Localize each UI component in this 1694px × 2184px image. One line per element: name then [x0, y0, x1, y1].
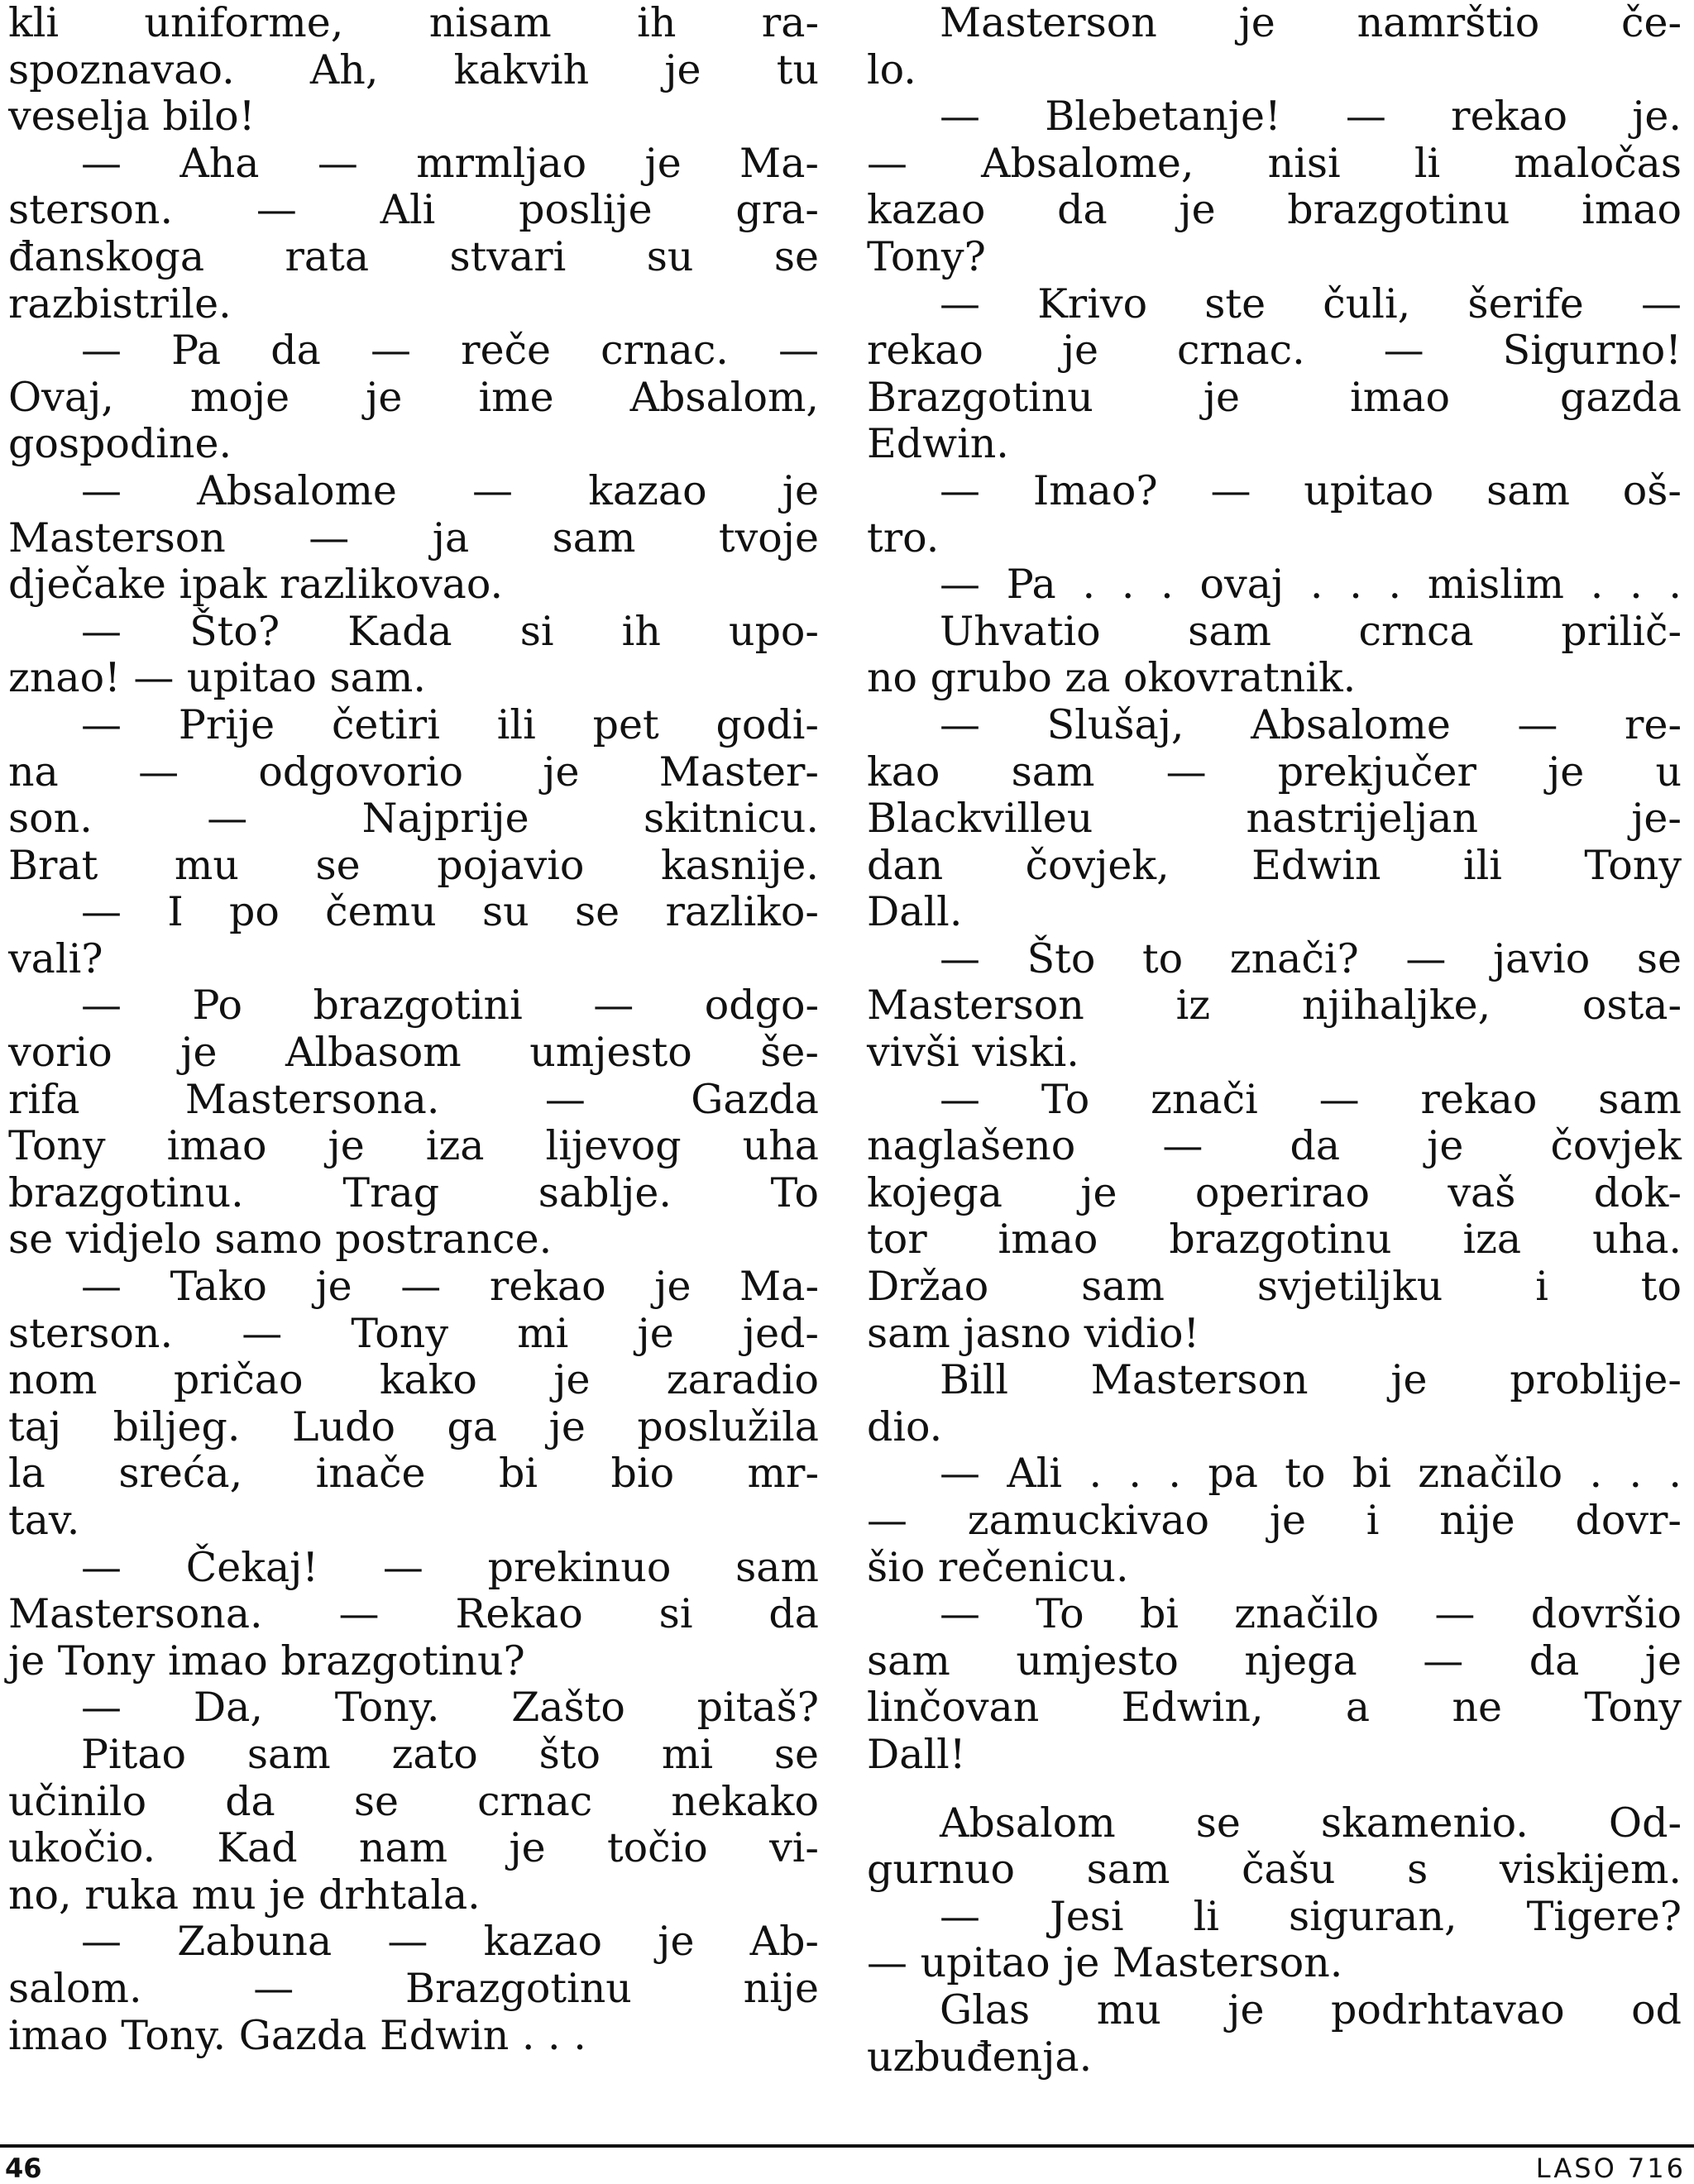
- text-line: Brat mu se pojavio kasnije.: [8, 841, 819, 889]
- text-line: dio.: [867, 1403, 943, 1450]
- text-line: — Da, Tony. Zašto pitaš?: [81, 1684, 819, 1732]
- text-line: znao! — upitao sam.: [8, 654, 426, 702]
- text-line: Dall.: [867, 888, 963, 936]
- text-line: la sreća, inače bi bio mr-: [8, 1450, 819, 1498]
- text-line: — Prije četiri ili pet godi-: [81, 700, 819, 748]
- text-line: učinilo da se crnac nekako: [8, 1777, 819, 1825]
- text-line: veselja bilo!: [8, 93, 256, 141]
- text-line: uzbuđenja.: [867, 2033, 1093, 2081]
- text-line: — Jesi li siguran, Tigere?: [940, 1892, 1682, 1940]
- text-line: sterson. — Tony mi je jed-: [8, 1309, 819, 1357]
- text-line: — To bi značilo — dovršio: [940, 1590, 1682, 1638]
- text-line: — Po brazgotini — odgo-: [81, 982, 819, 1030]
- text-line: kao sam — prekjučer je u: [867, 748, 1682, 796]
- text-line: — Absalome, nisi li maločas: [867, 139, 1682, 187]
- text-line: razbistrile.: [8, 280, 232, 327]
- text-line: kazao da je brazgotinu imao: [867, 186, 1682, 234]
- text-line: se vidjelo samo postrance.: [8, 1216, 553, 1264]
- text-line: lo.: [867, 45, 916, 93]
- text-line: ukočio. Kad nam je točio vi-: [8, 1824, 819, 1872]
- text-line: — Što to znači? — javio se: [940, 934, 1682, 982]
- text-line: Dall!: [867, 1730, 966, 1778]
- text-line: Absalom se skamenio. Od-: [940, 1799, 1682, 1847]
- text-line: kli uniforme, nisam ih ra-: [8, 0, 819, 46]
- text-line: — Zabuna — kazao je Ab-: [81, 1918, 819, 1966]
- text-line: son. — Najprije skitnicu.: [8, 795, 819, 843]
- text-line: vivši viski.: [867, 1029, 1079, 1077]
- text-line: nom pričao kako je zaradio: [8, 1356, 819, 1404]
- text-line: Masterson je namrštio če-: [940, 0, 1682, 46]
- text-line: Edwin.: [867, 420, 1009, 468]
- text-line: tor imao brazgotinu iza uha.: [867, 1216, 1682, 1264]
- text-line: Uhvatio sam crnca prilič-: [940, 607, 1682, 655]
- text-line: Ovaj, moje je ime Absalom,: [8, 373, 819, 421]
- text-line: tro.: [867, 514, 940, 562]
- text-line: je Tony imao brazgotinu?: [8, 1637, 525, 1685]
- text-line: na — odgovorio je Master-: [8, 748, 819, 796]
- text-line: brazgotinu. Trag sablje. To: [8, 1168, 819, 1216]
- text-line: dan čovjek, Edwin ili Tony: [867, 841, 1682, 889]
- text-line: rekao je crnac. — Sigurno!: [867, 327, 1682, 375]
- text-line: đanskoga rata stvari su se: [8, 232, 819, 280]
- text-line: — Slušaj, Absalome — re-: [940, 700, 1682, 748]
- text-line: Masterson — ja sam tvoje: [8, 514, 819, 562]
- text-line: — Tako je — rekao je Ma-: [81, 1263, 819, 1311]
- text-line: gurnuo sam čašu s viskijem.: [867, 1846, 1682, 1894]
- text-line: no, ruka mu je drhtala.: [8, 1871, 481, 1919]
- text-line: — zamuckivao je i nije dovr-: [867, 1497, 1682, 1544]
- text-line: kojega je operirao vaš dok-: [867, 1168, 1682, 1216]
- text-line: — Pa da — reče crnac. —: [81, 327, 819, 375]
- text-line: Blackvilleu nastrijeljan je-: [867, 795, 1682, 843]
- text-line: taj biljeg. Ludo ga je poslužila: [8, 1403, 819, 1450]
- text-line: — Ali . . . pa to bi značilo . . .: [940, 1450, 1682, 1498]
- text-line: Tony?: [867, 232, 986, 280]
- text-line: vorio je Albasom umjesto še-: [8, 1029, 819, 1077]
- text-line: šio rečenicu.: [867, 1543, 1129, 1591]
- text-line: gospodine.: [8, 420, 232, 468]
- text-line: Glas mu je podrhtavao od: [940, 1986, 1682, 2033]
- text-line: dječake ipak razlikovao.: [8, 561, 504, 609]
- text-line: Tony imao je iza lijevog uha: [8, 1122, 819, 1170]
- text-line: sterson. — Ali poslije gra-: [8, 186, 819, 234]
- text-line: — Pa . . . ovaj . . . mislim . . .: [940, 561, 1682, 609]
- text-line: — Aha — mrmljao je Ma-: [81, 139, 819, 187]
- text-line: — Što? Kada si ih upo-: [81, 607, 819, 655]
- text-line: Pitao sam zato što mi se: [81, 1730, 819, 1778]
- text-line: sam jasno vidio!: [867, 1309, 1200, 1357]
- text-line: Brazgotinu je imao gazda: [867, 373, 1682, 421]
- text-line: rifa Mastersona. — Gazda: [8, 1075, 819, 1123]
- text-line: naglašeno — da je čovjek: [867, 1122, 1682, 1170]
- text-line: vali?: [8, 934, 103, 982]
- text-line: — Absalome — kazao je: [81, 466, 819, 514]
- text-line: Bill Masterson je problije-: [940, 1356, 1682, 1404]
- text-line: imao Tony. Gazda Edwin . . .: [8, 2011, 586, 2059]
- text-line: salom. — Brazgotinu nije: [8, 1964, 819, 2012]
- text-line: — Krivo ste čuli, šerife —: [940, 280, 1682, 327]
- text-line: — Čekaj! — prekinuo sam: [81, 1543, 819, 1591]
- magazine-issue: LASO 716: [1535, 2153, 1686, 2184]
- text-line: — upitao je Masterson.: [867, 1939, 1343, 1987]
- left-column: [8, 0, 819, 2059]
- text-line: Držao sam svjetiljku i to: [867, 1263, 1682, 1311]
- paragraph-gap: [867, 1779, 1682, 1800]
- page-number: 46: [5, 2153, 42, 2184]
- text-line: — Imao? — upitao sam oš-: [940, 466, 1682, 514]
- text-line: Mastersona. — Rekao si da: [8, 1590, 819, 1638]
- text-line: linčovan Edwin, a ne Tony: [867, 1684, 1682, 1732]
- text-line: — Blebetanje! — rekao je.: [940, 93, 1682, 141]
- text-line: — To znači — rekao sam: [940, 1075, 1682, 1123]
- text-line: — I po čemu su se razliko-: [81, 888, 819, 936]
- text-line: Masterson iz njihaljke, osta-: [867, 982, 1682, 1030]
- footer-rule: [0, 2144, 1694, 2148]
- right-column: [867, 0, 1682, 2081]
- text-line: spoznavao. Ah, kakvih je tu: [8, 45, 819, 93]
- text-line: sam umjesto njega — da je: [867, 1637, 1682, 1685]
- text-line: no grubo za okovratnik.: [867, 654, 1357, 702]
- text-line: tav.: [8, 1497, 80, 1544]
